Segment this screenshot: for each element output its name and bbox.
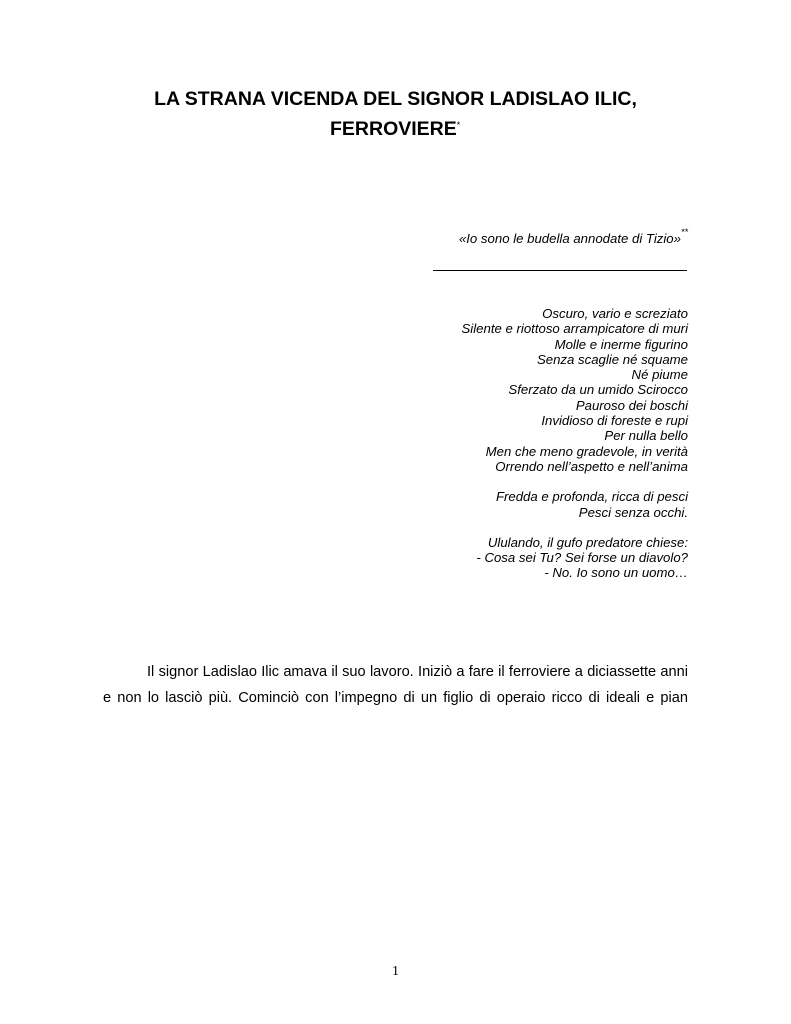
poem-line: Pauroso dei boschi (575, 397, 688, 413)
title-footnote-mark[interactable]: * (456, 120, 461, 130)
separator-rule (433, 270, 687, 271)
epigraph-text: «Io sono le budella annodate di Tizio» (458, 231, 681, 246)
poem-line: Pesci senza occhi. (578, 504, 688, 520)
epigraph (458, 227, 688, 246)
body-text (103, 659, 688, 711)
paragraph: Il signor Ladislao Ilic amava il suo lavoro. Iniziò a fare il ferroviere a diciassette anni e non lo lasciò più. Cominciò con l’impegno di un figlio di operaio ricco di ideali e pian (103, 664, 688, 706)
poem-line: Ululando, il gufo predatore chiese: (487, 534, 688, 550)
poem-line: Silente e riottoso arrampicatore di muri (461, 321, 688, 337)
poem-line: Invidioso di foreste e rupi (541, 413, 688, 429)
poem (462, 306, 688, 581)
stanza-break (462, 474, 688, 489)
poem-line: Molle e inerme figurino (554, 336, 688, 352)
poem-line: Senza scaglie né squame (536, 351, 688, 367)
title-text-2: FERROVIERE (330, 118, 457, 140)
title-text-1: LA STRANA VICENDA DEL SIGNOR LADISLAO ILIC, (154, 88, 637, 110)
stanza-break (462, 520, 688, 535)
poem-line: Men che meno gradevole, in verità (485, 443, 688, 459)
poem-line: Né piume (631, 367, 688, 383)
document-title-line-1 (0, 87, 791, 111)
poem-line: - No. Io sono un uomo… (544, 565, 688, 581)
page-number: 1 (392, 964, 399, 979)
poem-line: Per nulla bello (604, 428, 688, 444)
poem-line: Orrendo nell’aspetto e nell’anima (495, 458, 688, 474)
poem-line: Oscuro, vario e screziato (542, 306, 688, 321)
poem-line: - Cosa sei Tu? Sei forse un diavolo? (476, 550, 688, 566)
poem-line: Fredda e profonda, ricca di pesci (495, 489, 688, 505)
poem-line: Sferzato da un umido Scirocco (508, 382, 688, 398)
epigraph-footnote-mark[interactable]: ** (680, 227, 688, 237)
